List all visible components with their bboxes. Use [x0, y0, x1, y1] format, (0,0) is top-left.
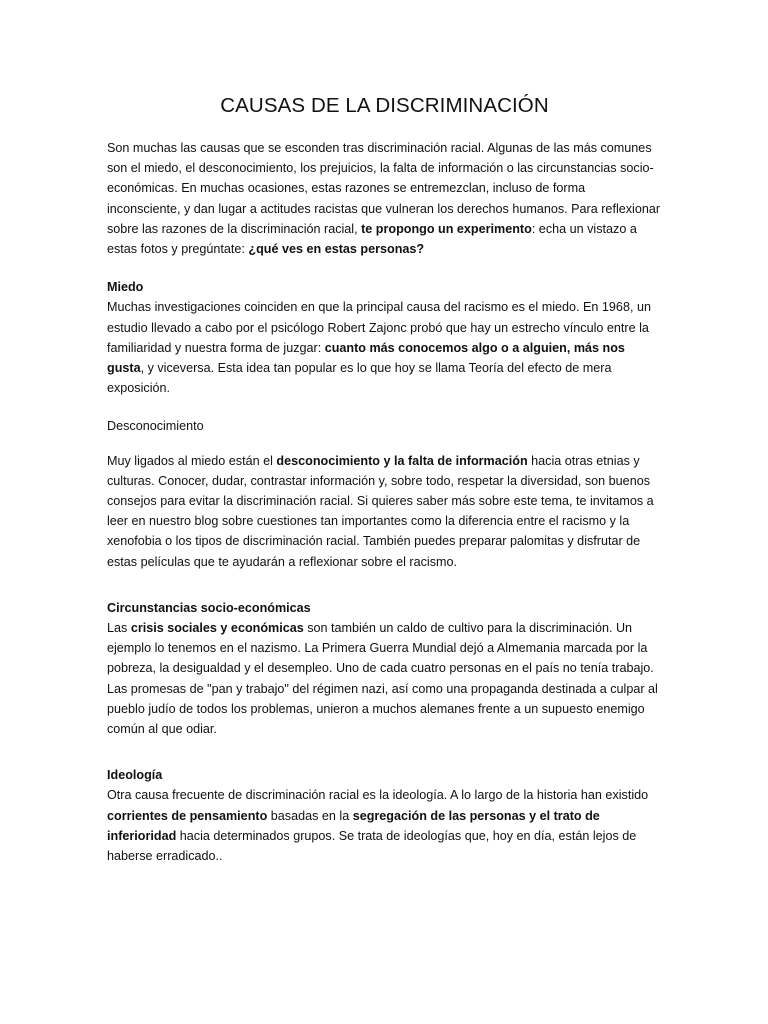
intro-text-2: : echa un vistazo a estas fotos y pregúntate: — [107, 221, 637, 257]
ideologia-bold-2: segregación de las personas y el trato de inferioridad — [107, 808, 600, 843]
heading-desconocimiento: Desconocimiento — [107, 419, 204, 434]
ideologia-bold-1: corrientes de pensamiento — [107, 808, 268, 823]
heading-miedo: Miedo — [107, 280, 144, 295]
desconocimiento-text-2: hacia otras etnias y culturas. Conocer, dudar, contrastar información y, sobre todo, respetar la diversidad, son buenos consejos para evitar la discriminación racial. Si quieres saber más sobre este tema, te invitamos a leer en nuestro blog sobre cuestiones tan importantes como la diferencia entre el racismo y la xenofobia o los tipos de discriminación racial. También puedes preparar palomitas y disfrutar de estas películas que te ayudarán a reflexionar sobre el racismo. — [107, 453, 654, 569]
miedo-text-2: , y viceversa. Esta idea tan popular es lo que hoy se llama Teoría del efecto de mera exposición. — [107, 361, 612, 396]
heading-circunstancias: Circunstancias socio-económicas — [107, 600, 311, 615]
miedo-text-1: Muchas investigaciones coinciden en que la principal causa del racismo es el miedo. En 1968, un estudio llevado a cabo por el psicólogo Robert Zajonc probó que hay un estrecho vínculo entre la familiaridad y nuestra forma de juzgar: — [107, 300, 651, 355]
desconocimiento-paragraph — [107, 451, 662, 572]
miedo-paragraph — [107, 297, 662, 398]
intro-paragraph — [107, 138, 662, 259]
ideologia-paragraph — [107, 785, 662, 866]
circunstancias-text-1: Las — [107, 621, 131, 636]
intro-bold-question: ¿qué ves en estas personas? — [248, 242, 425, 257]
desconocimiento-bold: desconocimiento y la falta de información — [276, 453, 528, 468]
ideologia-text-2: basadas en la — [267, 808, 353, 823]
document-page — [107, 94, 662, 866]
miedo-bold: cuanto más conocemos algo o a alguien, más nos gusta — [107, 340, 625, 376]
intro-bold-experiment: te propongo un experimento — [361, 221, 532, 236]
ideologia-text-1: Otra causa frecuente de discriminación racial es la ideología. A lo largo de la historia han existido — [107, 788, 649, 803]
heading-ideologia: Ideología — [107, 768, 163, 783]
intro-text-1: Son muchas las causas que se esconden tras discriminación racial. Algunas de las más comunes son el miedo, el desconocimiento, los prejuicios, la falta de información o las circunstancias socio-económicas. En muchas ocasiones, estas razones se entremezclan, incluso de forma inconsciente, y dan lugar a actitudes racistas que vulneran los derechos humanos. Para reflexionar sobre las razones de la discriminación racial, — [107, 141, 661, 236]
desconocimiento-text-1: Muy ligados al miedo están el — [107, 453, 277, 468]
circunstancias-paragraph — [107, 618, 662, 739]
circunstancias-bold: crisis sociales y económicas — [130, 621, 304, 636]
circunstancias-text-2: son también un caldo de cultivo para la discriminación. Un ejemplo lo tenemos en el nazismo. La Primera Guerra Mundial dejó a Almemania marcada por la pobreza, la desigualdad y el desempleo. Uno de cada cuatro personas en el país no tenía trabajo. Las promesas de "pan y trabajo" del régimen nazi, así como una propaganda destinada a culpar al pueblo judío de todos los problemas, unieron a muchos alemanes frente a un supuesto enemigo común al que odiar. — [107, 621, 658, 737]
ideologia-text-3: hacia determinados grupos. Se trata de ideologías que, hoy en día, están lejos de haberse erradicado.. — [107, 828, 637, 864]
document-title: CAUSAS DE LA DISCRIMINACIÓN — [220, 94, 549, 117]
